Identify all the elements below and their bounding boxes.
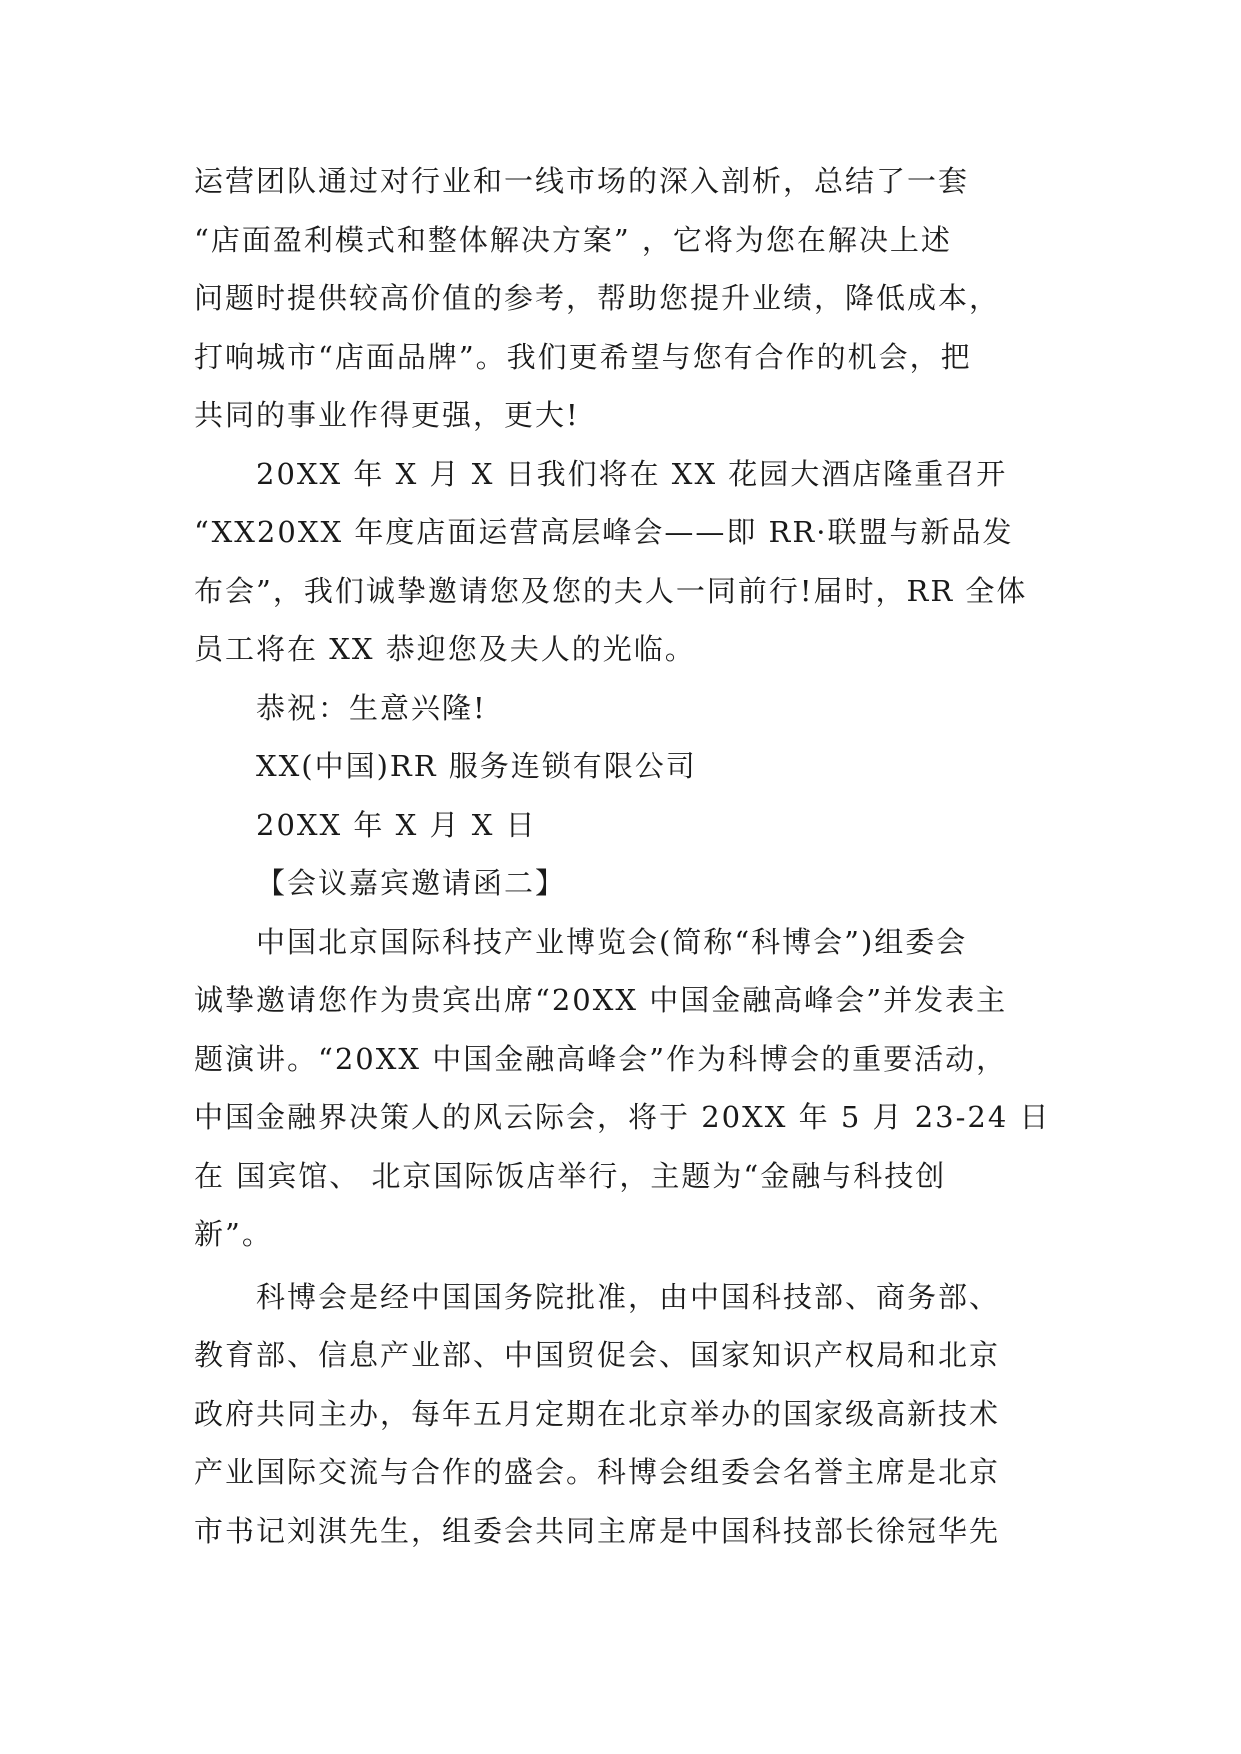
paragraph-1: [194, 152, 1062, 445]
paragraph-3: [194, 913, 1062, 1264]
text-line: 政府共同主办，每年五月定期在北京举办的国家级高新技术: [194, 1396, 1001, 1431]
text-line: 员工将在 XX 恭迎您及夫人的光临。: [194, 632, 696, 666]
text-line: 诚挚邀请您作为贵宾出席“20XX 中国金融高峰会”并发表主: [194, 983, 1008, 1017]
text-line: 在 国宾馆、 北京国际饭店举行，主题为“金融与科技创: [194, 1158, 947, 1193]
text-line: “店面盈利模式和整体解决方案” ，它将为您在解决上述: [194, 222, 952, 257]
text-line: 科博会是经中国国务院批准，由中国科技部、商务部、: [256, 1279, 1001, 1314]
paragraph-2: [194, 445, 1062, 679]
text-line: 产业国际交流与合作的盛会。科博会组委会名誉主席是北京: [194, 1455, 1001, 1489]
text-line: 布会”，我们诚挚邀请您及您的夫人一同前行!届时，RR 全体: [194, 573, 1028, 608]
text-line: 市书记刘淇先生，组委会共同主席是中国科技部长徐冠华先: [194, 1513, 1001, 1548]
text-line: 中国北京国际科技产业博览会(简称“科博会”)组委会: [256, 924, 968, 959]
text-line: 教育部、信息产业部、中国贸促会、国家知识产权局和北京: [194, 1338, 1001, 1372]
text-line: 中国金融界决策人的风云际会，将于 20XX 年 5 月 23-24 日: [194, 1100, 1051, 1134]
paragraph-4: [194, 1268, 1062, 1561]
text-line: 问题时提供较高价值的参考，帮助您提升业绩，降低成本，: [194, 281, 1001, 315]
blessing-line: 恭祝：生意兴隆!: [256, 690, 487, 725]
section-title: 【会议嘉宾邀请函二】: [256, 866, 567, 900]
signature-date: 20XX 年 X 月 X 日: [256, 807, 537, 842]
text-line: 运营团队通过对行业和一线市场的深入剖析，总结了一套: [194, 164, 970, 198]
text-line: 题演讲。“20XX 中国金融高峰会”作为科博会的重要活动，: [194, 1041, 1008, 1076]
company-signature: XX(中国)RR 服务连锁有限公司: [256, 749, 697, 783]
text-line: 共同的事业作得更强，更大!: [194, 398, 580, 432]
document-body: [194, 152, 1062, 1560]
text-line: “XX20XX 年度店面运营高层峰会——即 RR·联盟与新品发: [194, 515, 1014, 549]
text-line: 打响城市“店面品牌”。我们更希望与您有合作的机会，把: [194, 339, 972, 374]
text-line: 20XX 年 X 月 X 日我们将在 XX 花园大酒店隆重召开: [256, 456, 1008, 491]
text-line: 新”。: [194, 1217, 273, 1251]
